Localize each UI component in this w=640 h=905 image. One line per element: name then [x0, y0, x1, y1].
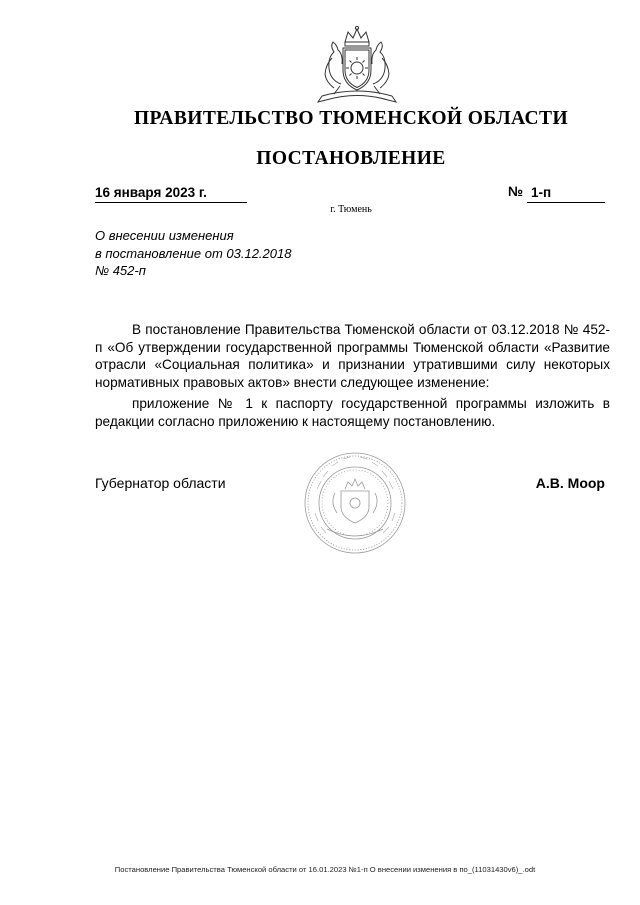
- body-paragraph: В постановление Правительства Тюменской области от 03.12.2018 № 452-п «Об утверждении государственной программы Тюменской области «Развитие отрасли «Социальная политика» и признании утратившими силу некоторых нормативных правовых актов» внести следующее изменение:: [95, 322, 610, 390]
- document-body: [95, 321, 610, 431]
- number-label: №: [508, 184, 524, 199]
- signatory-title: Губернатор области: [95, 475, 226, 491]
- document-type: ПОСТАНОВЛЕНИЕ: [256, 148, 446, 169]
- document-date: 16 января 2023 г.: [95, 185, 207, 200]
- number-field: [527, 184, 605, 203]
- document-subject: [95, 227, 291, 280]
- subject-line: в постановление от 03.12.2018: [95, 245, 292, 261]
- signatory-name: А.В. Моор: [535, 475, 605, 491]
- document-number: 1-п: [531, 185, 552, 200]
- subject-line: № 452-п: [95, 263, 146, 278]
- official-seal-icon: [303, 451, 407, 555]
- date-field: [95, 184, 247, 203]
- coat-of-arms-icon: [312, 24, 402, 106]
- city: г. Тюмень: [330, 204, 372, 215]
- page-footer: Постановление Правительства Тюменской области от 16.01.2023 №1-п О внесении изменения в по_(11031430v6)_.odt: [114, 865, 536, 874]
- organization-title: ПРАВИТЕЛЬСТВО ТЮМЕНСКОЙ ОБЛАСТИ: [133, 108, 569, 129]
- subject-line: О внесении изменения: [95, 228, 234, 243]
- body-paragraph: приложение № 1 к паспорту государственной программы изложить в редакции согласно приложению к настоящему постановлению.: [95, 396, 610, 429]
